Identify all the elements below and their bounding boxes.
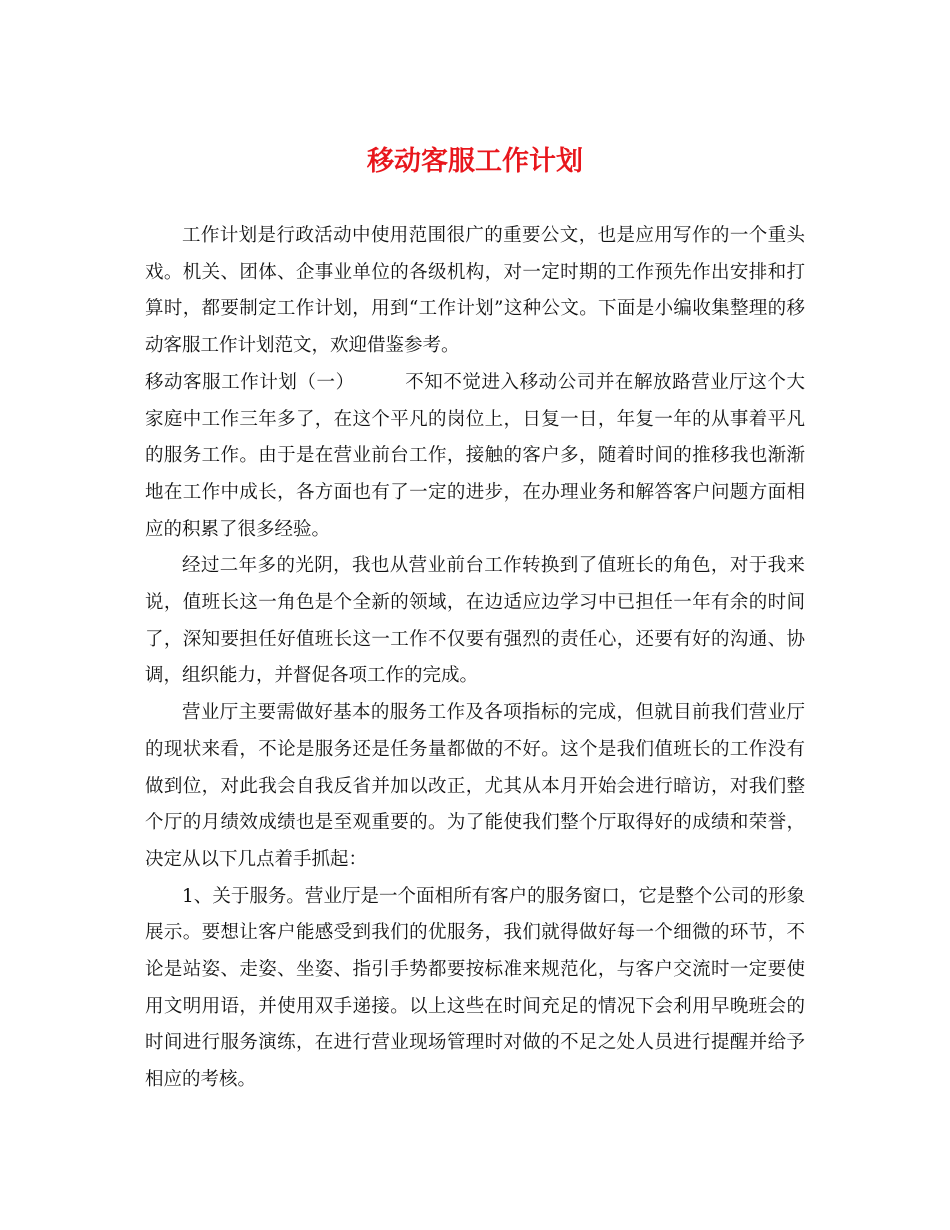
section1-paragraph — [145, 365, 805, 549]
section1-text: 不知不觉进入移动公司并在解放路营业厅这个大家庭中工作三年多了，在这个平凡的岗位上，日复一日，年复一年的从事着平凡的服务工作。由于是在营业前台工作，接触的客户多，随着时间的推移我也渐渐地在工作中成长，各方面也有了一定的进步，在办理业务和解答客户问题方面相应的积累了很多经验。 — [145, 371, 805, 540]
section1-heading: 移动客服工作计划（一） — [145, 371, 355, 393]
document-body — [145, 218, 805, 1099]
paragraph-2: 经过二年多的光阴，我也从营业前台工作转换到了值班长的角色，对于我来说，值班长这一角色是个全新的领域，在边适应边学习中已担任一年有余的时间了，深知要担任好值班长这一工作不仅要有强烈的责任心，还要有好的沟通、协调，组织能力，并督促各项工作的完成。 — [145, 555, 805, 687]
document-title: 移动客服工作计划 — [367, 146, 583, 177]
intro-paragraph: 工作计划是行政活动中使用范围很广的重要公文，也是应用写作的一个重头戏。机关、团体、企事业单位的各级机构，对一定时期的工作预先作出安排和打算时，都要制定工作计划，用到“工作计划”这种公文。下面是小编收集整理的移动客服工作计划范文，欢迎借鉴参考。 — [145, 225, 805, 357]
paragraph-4: 1、关于服务。营业厅是一个面相所有客户的服务窗口，它是整个公司的形象展示。要想让客户能感受到我们的优服务，我们就得做好每一个细微的环节，不论是站姿、走姿、坐姿、指引手势都要按标准来规范化，与客户交流时一定要使用文明用语，并使用双手递接。以上这些在时间充足的情况下会利用早晚班会的时间进行服务演练，在进行营业现场管理时对做的不足之处人员进行提醒并给予相应的考核。 — [145, 885, 805, 1091]
paragraph-3: 营业厅主要需做好基本的服务工作及各项指标的完成，但就目前我们营业厅的现状来看，不论是服务还是任务量都做的不好。这个是我们值班长的工作没有做到位，对此我会自我反省并加以改正，尤其从本月开始会进行暗访，对我们整个厅的月绩效成绩也是至观重要的。为了能使我们整个厅取得好的成绩和荣誉，决定从以下几点着手抓起： — [145, 702, 805, 870]
